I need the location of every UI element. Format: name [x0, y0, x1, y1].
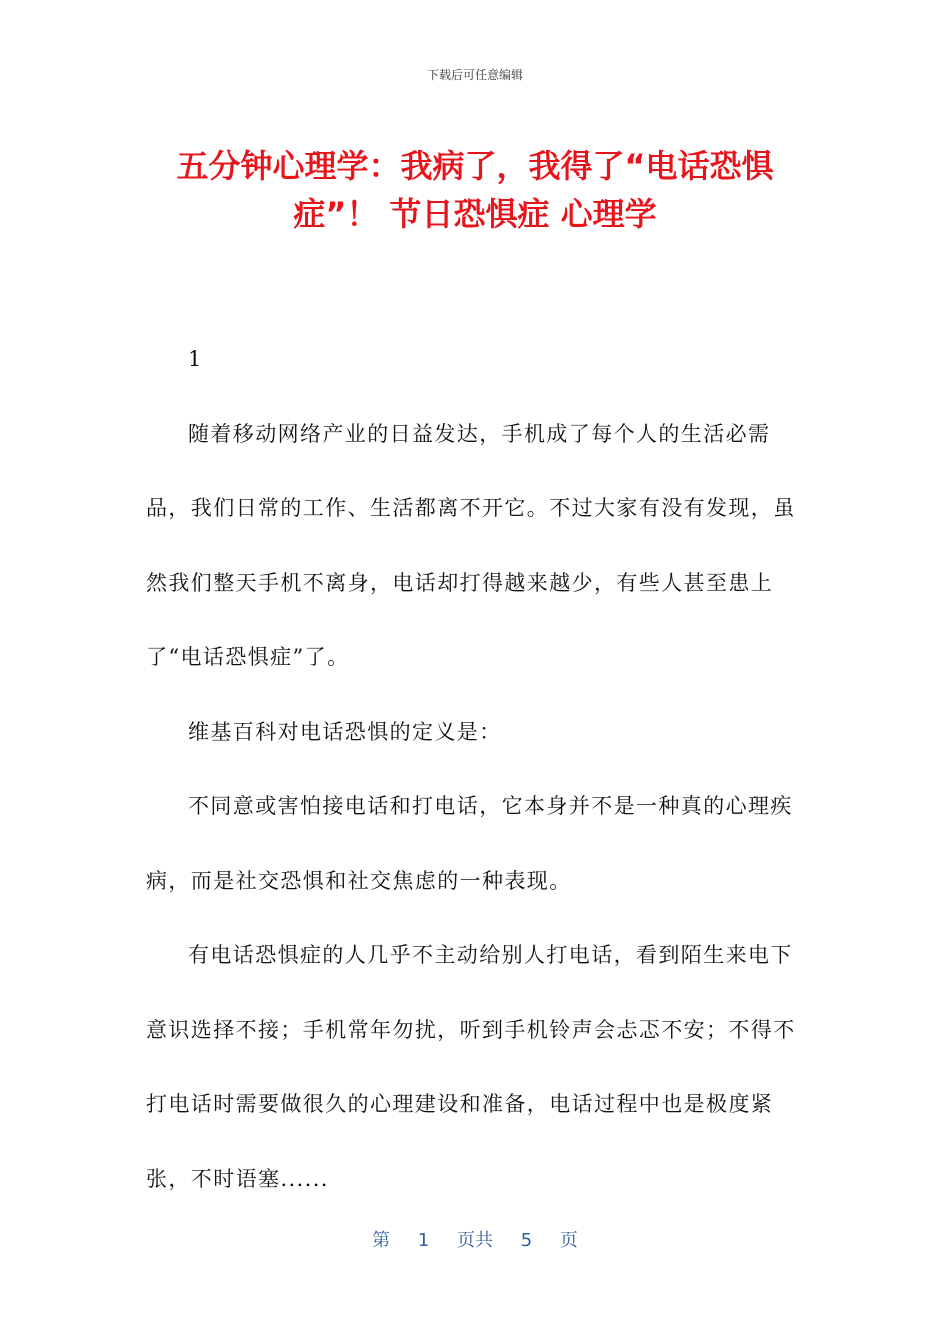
footer-page-mid: 页共 [457, 1230, 493, 1251]
document-body [146, 322, 806, 1216]
paragraph: 有电话恐惧症的人几乎不主动给别人打电话，看到陌生来电下意识选择不接；手机常年勿扰，听到手机铃声会忐忑不安；不得不打电话时需要做很久的心理建设和准备，电话过程中也是极度紧张，不时语塞...... [146, 943, 796, 1191]
header-note: 下载后可任意编辑 [426, 68, 523, 82]
paragraph: 随着移动网络产业的日益发达，手机成了每个人的生活必需品，我们日常的工作、生活都离不开它。不过大家有没有发现，虽然我们整天手机不离身，电话却打得越来越少，有些人甚至患上了“电话恐惧症”了。 [146, 421, 796, 669]
paragraph: 维基百科对电话恐惧的定义是： [188, 719, 502, 744]
paragraph-section-number: 1 [188, 347, 203, 371]
footer-page-suffix: 页 [559, 1230, 578, 1251]
footer-page-prefix: 第 [372, 1230, 391, 1251]
footer-total-pages: 5 [520, 1230, 533, 1251]
footer-page-number: 1 [417, 1230, 430, 1251]
document-title: 五分钟心理学：我病了，我得了“电话恐惧症”！ 节日恐惧症 心理学 [176, 147, 774, 233]
paragraph: 不同意或害怕接电话和打电话，它本身并不是一种真的心理疾病，而是社交恐惧和社交焦虑的一种表现。 [146, 794, 793, 893]
page-footer [0, 1226, 950, 1252]
